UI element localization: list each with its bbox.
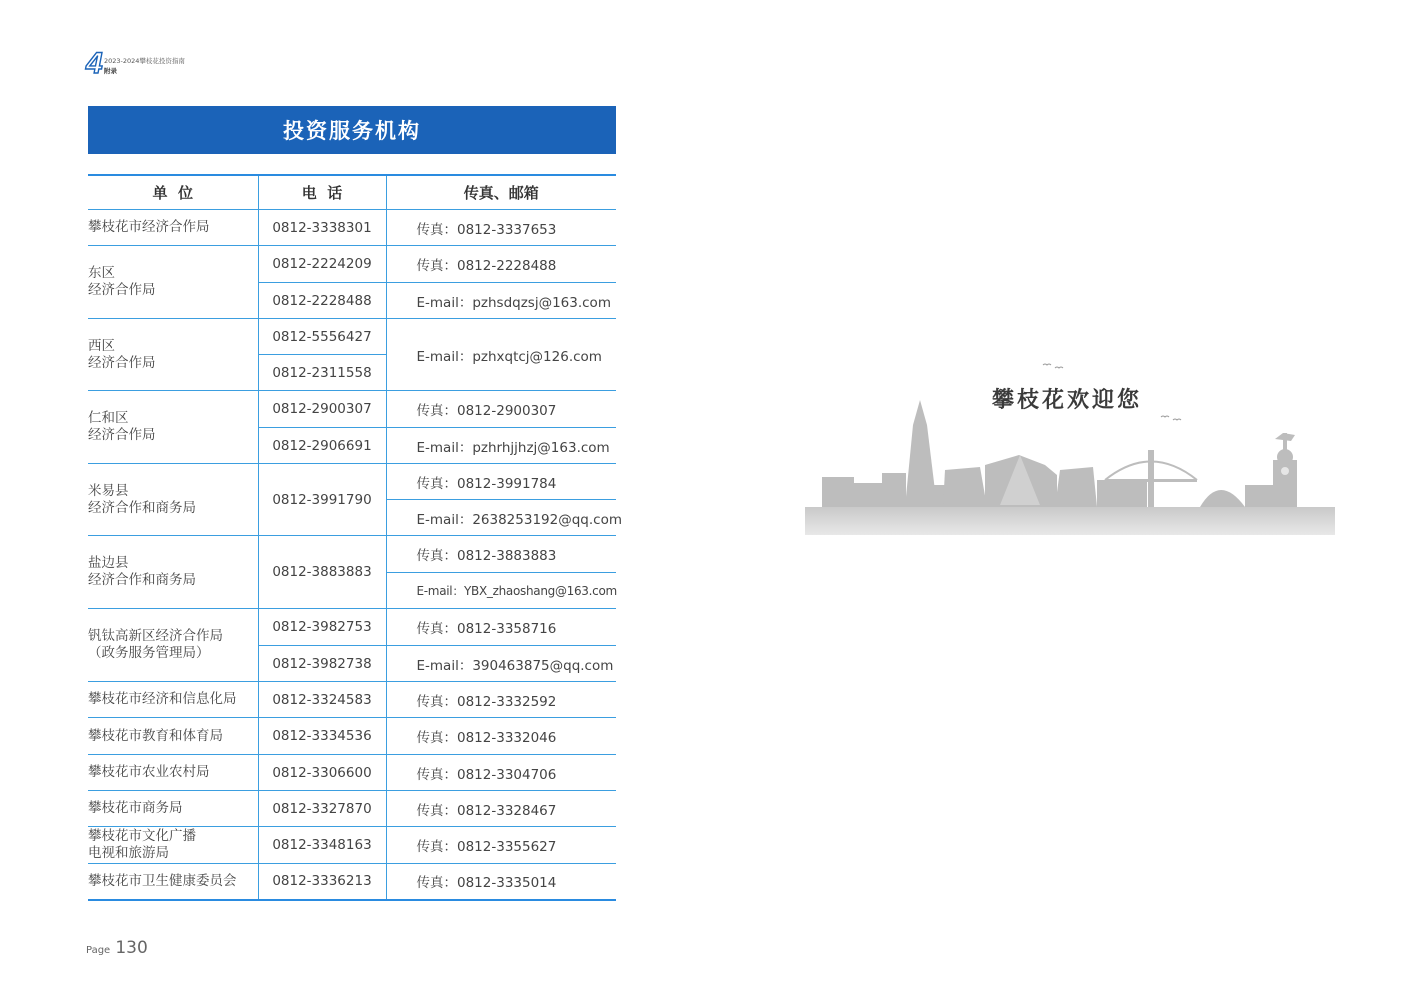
header-unit: 单 位 — [88, 175, 258, 210]
chapter-number: 4 — [86, 47, 103, 80]
fax-cell: 传真：0812-2900307 — [386, 391, 616, 428]
unit-cell: 攀枝花市卫生健康委员会 — [88, 864, 258, 900]
unit-cell: 盐边县 经济合作和商务局 — [88, 536, 258, 609]
unit-cell: 攀枝花市教育和体育局 — [88, 718, 258, 755]
table-row — [88, 827, 616, 864]
tel-cell: 0812-3982738 — [258, 646, 386, 682]
fax-cell: 传真：0812-3332592 — [386, 682, 616, 718]
fax-cell: 传真：0812-2228488 — [386, 246, 616, 283]
fax-cell: 传真：0812-3358716 — [386, 609, 616, 646]
table-row — [88, 391, 616, 428]
tel-cell: 0812-3883883 — [258, 536, 386, 609]
tel-cell: 0812-5556427 — [258, 319, 386, 355]
fax-cell: 传真：0812-3355627 — [386, 827, 616, 864]
table-row — [88, 319, 616, 355]
page-title: 投资服务机构 — [88, 106, 616, 154]
table-row — [88, 791, 616, 827]
table-row — [88, 864, 616, 900]
unit-cell: 东区 经济合作局 — [88, 246, 258, 319]
unit-cell: 攀枝花市商务局 — [88, 791, 258, 827]
page-number: 130 — [115, 938, 148, 958]
unit-cell: 攀枝花市经济和信息化局 — [88, 682, 258, 718]
building-silhouettes — [822, 400, 1297, 507]
service-table — [88, 174, 622, 901]
email-cell: E-mail：390463875@qq.com — [386, 646, 616, 682]
page-label: Page — [86, 945, 111, 956]
tel-cell: 0812-2311558 — [258, 355, 386, 391]
header-fax: 传真、邮箱 — [386, 175, 616, 210]
tel-cell: 0812-2228488 — [258, 283, 386, 319]
email-cell: E-mail：pzhsdqzsj@163.com — [386, 283, 616, 319]
email-cell: E-mail：pzhrhjjhzj@163.com — [386, 428, 616, 464]
tel-cell: 0812-3327870 — [258, 791, 386, 827]
tel-cell: 0812-3982753 — [258, 609, 386, 646]
tel-cell: 0812-3334536 — [258, 718, 386, 755]
fax-cell: 传真：0812-3337653 — [386, 210, 616, 246]
unit-cell: 攀枝花市文化广播 电视和旅游局 — [88, 827, 258, 864]
table-row — [88, 609, 616, 646]
table-row — [88, 464, 616, 500]
fax-cell: 传真：0812-3883883 — [386, 536, 616, 573]
unit-cell: 米易县 经济合作和商务局 — [88, 464, 258, 536]
table-row — [88, 755, 616, 791]
tel-cell: 0812-2906691 — [258, 428, 386, 464]
unit-cell: 仁和区 经济合作局 — [88, 391, 258, 464]
email-cell: E-mail：2638253192@qq.com — [386, 500, 616, 536]
welcome-caption: 攀枝花欢迎您 — [991, 388, 1143, 413]
section-label: 附录 — [104, 67, 117, 75]
fax-cell: 传真：0812-3332046 — [386, 718, 616, 755]
table-row — [88, 210, 616, 246]
tel-cell: 0812-3991790 — [258, 464, 386, 536]
header-tel: 电 话 — [258, 175, 386, 210]
city-skyline-illustration — [805, 355, 1335, 540]
ground-base — [805, 507, 1335, 535]
unit-cell: 攀枝花市农业农村局 — [88, 755, 258, 791]
tel-cell: 0812-2224209 — [258, 246, 386, 283]
fax-cell: 传真：0812-3335014 — [386, 864, 616, 900]
table-row — [88, 718, 616, 755]
fax-cell: 传真：0812-3328467 — [386, 791, 616, 827]
unit-cell: 钒钛高新区经济合作局 （政务服务管理局） — [88, 609, 258, 682]
tel-cell: 0812-3336213 — [258, 864, 386, 900]
email-cell: E-mail：YBX_zhaoshang@163.com — [386, 573, 616, 609]
table-header-row — [88, 175, 616, 210]
fax-cell: 传真：0812-3304706 — [386, 755, 616, 791]
guide-title: 2023-2024攀枝花投资指南 — [104, 57, 185, 65]
table-row — [88, 682, 616, 718]
table-row — [88, 536, 616, 573]
chapter-header — [86, 49, 226, 79]
tel-cell: 0812-3324583 — [258, 682, 386, 718]
tel-cell: 0812-3348163 — [258, 827, 386, 864]
email-cell: E-mail：pzhxqtcj@126.com — [386, 319, 616, 391]
clock-icon — [1281, 467, 1289, 475]
tel-cell: 0812-3338301 — [258, 210, 386, 246]
fax-cell: 传真：0812-3991784 — [386, 464, 616, 500]
tel-cell: 0812-2900307 — [258, 391, 386, 428]
table-row — [88, 246, 616, 283]
page-footer — [86, 938, 148, 958]
unit-cell: 攀枝花市经济合作局 — [88, 210, 258, 246]
tel-cell: 0812-3306600 — [258, 755, 386, 791]
unit-cell: 西区 经济合作局 — [88, 319, 258, 391]
